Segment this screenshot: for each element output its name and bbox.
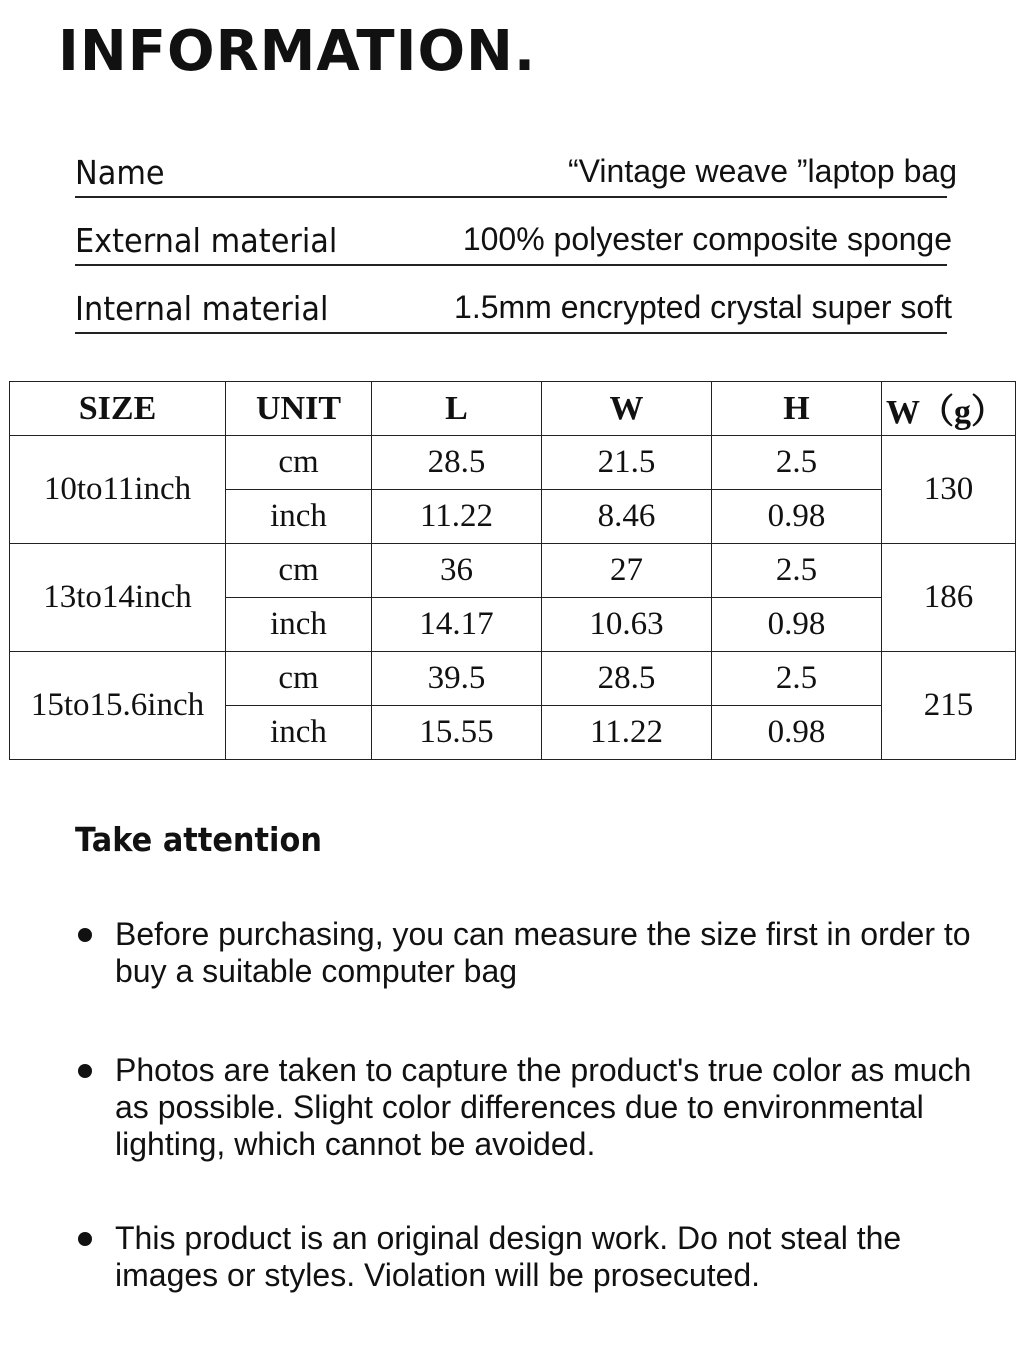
height-cell: 2.5	[712, 544, 882, 598]
header-length: L	[372, 382, 542, 436]
weight-cell: 130	[882, 436, 1016, 544]
width-cell: 28.5	[542, 652, 712, 706]
note-text: Photos are taken to capture the product's true color as much as possible. Slight color differences due to environmental lighting, which cannot be avoided.	[115, 1052, 972, 1162]
info-row-name	[75, 148, 957, 198]
header-size: SIZE	[10, 382, 226, 436]
length-cell: 15.55	[372, 706, 542, 760]
unit-cell: inch	[226, 706, 372, 760]
info-value: 1.5mm encrypted crystal super soft	[454, 289, 952, 325]
header-unit: UNIT	[226, 382, 372, 436]
weight-cell: 186	[882, 544, 1016, 652]
size-cell: 10to11inch	[10, 436, 226, 544]
unit-cell: cm	[226, 652, 372, 706]
table-header-row	[10, 382, 1016, 436]
length-cell: 39.5	[372, 652, 542, 706]
size-table	[9, 381, 1016, 760]
height-cell: 2.5	[712, 436, 882, 490]
length-cell: 36	[372, 544, 542, 598]
height-cell: 0.98	[712, 490, 882, 544]
size-cell: 13to14inch	[10, 544, 226, 652]
unit-cell: cm	[226, 436, 372, 490]
info-row-external-material	[75, 216, 952, 266]
info-label: Internal material	[75, 289, 329, 328]
unit-cell: inch	[226, 490, 372, 544]
height-cell: 0.98	[712, 598, 882, 652]
length-cell: 28.5	[372, 436, 542, 490]
width-cell: 21.5	[542, 436, 712, 490]
unit-cell: cm	[226, 544, 372, 598]
table-row	[10, 436, 1016, 490]
page-title: INFORMATION.	[58, 19, 537, 84]
width-cell: 8.46	[542, 490, 712, 544]
info-label: External material	[75, 221, 338, 260]
header-weight: W（g）	[882, 382, 1016, 436]
height-cell: 2.5	[712, 652, 882, 706]
table-row	[10, 652, 1016, 706]
length-cell: 11.22	[372, 490, 542, 544]
note-text: This product is an original design work. Do not steal the images or styles. Violation will be prosecuted.	[115, 1220, 902, 1293]
header-height: H	[712, 382, 882, 436]
unit-cell: inch	[226, 598, 372, 652]
attention-heading: Take attention	[75, 820, 322, 859]
weight-cell: 215	[882, 652, 1016, 760]
header-width: W	[542, 382, 712, 436]
info-label: Name	[75, 153, 165, 192]
table-row	[10, 544, 1016, 598]
width-cell: 27	[542, 544, 712, 598]
bullet-icon	[78, 1064, 92, 1078]
info-row-internal-material	[75, 284, 952, 334]
bullet-icon	[78, 928, 92, 942]
height-cell: 0.98	[712, 706, 882, 760]
info-value: “Vintage weave ”laptop bag	[567, 153, 957, 189]
width-cell: 10.63	[542, 598, 712, 652]
info-value: 100% polyester composite sponge	[462, 221, 952, 257]
bullet-icon	[78, 1232, 92, 1246]
note-text: Before purchasing, you can measure the size first in order to buy a suitable computer bag	[115, 916, 971, 989]
size-cell: 15to15.6inch	[10, 652, 226, 760]
width-cell: 11.22	[542, 706, 712, 760]
length-cell: 14.17	[372, 598, 542, 652]
